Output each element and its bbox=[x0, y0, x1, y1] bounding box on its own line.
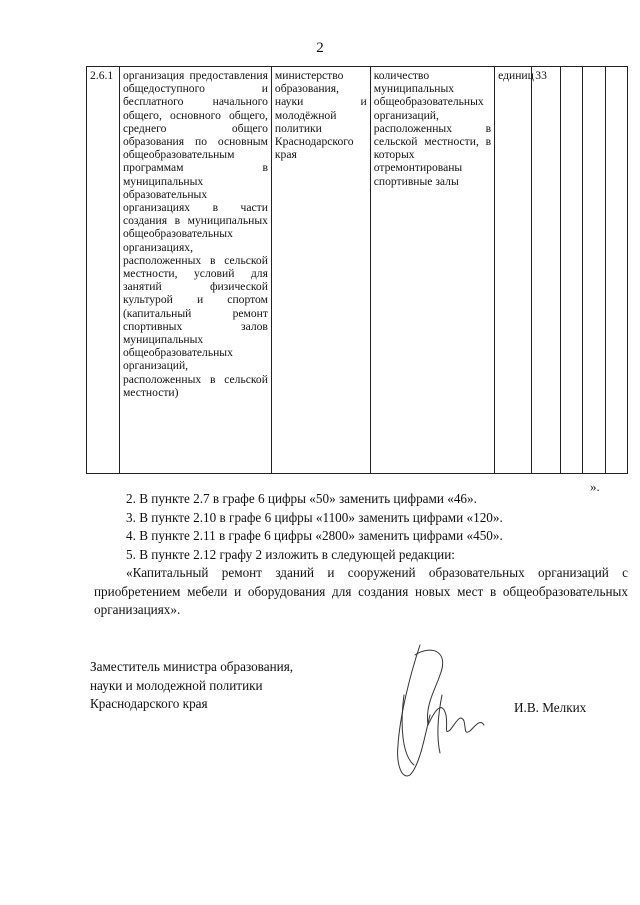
row-unit: единиц bbox=[495, 67, 532, 474]
row-description-text: организация предоставления общедоступного и бесплатного начального общего, основного общего, среднего общего образования по основным общеобразовательным программам в муниципальных образовательных организациях в части создания в муниципальных общеобразовательных организациях, расположенных в сельской местности, условий для занятий физической культурой и спортом (капитальный ремонт спортивных залов муниципальных общеобразовательных организаций, расположенных в сельской местности) bbox=[122, 69, 268, 399]
amendment-item: 3. В пункте 2.10 в графе 6 цифры «1100» заменить цифрами «120». bbox=[126, 509, 503, 525]
signatory-name: И.В. Мелких bbox=[514, 700, 587, 715]
amendment-item: 5. В пункте 2.12 графу 2 изложить в следующей редакции: bbox=[126, 546, 455, 562]
row-description bbox=[119, 67, 271, 474]
row-empty-cell bbox=[560, 67, 582, 474]
amendment-item: 2. В пункте 2.7 в графе 6 цифры «50» заменить цифрами «46». bbox=[126, 491, 477, 506]
program-table bbox=[86, 66, 628, 474]
row-empty-cell bbox=[605, 67, 627, 474]
row-executor: министерство образования, науки и молодёжной политики Краснодарского края bbox=[271, 67, 370, 474]
amendment-items bbox=[94, 490, 628, 620]
signatory-position-line: Заместитель министра образования, bbox=[90, 659, 294, 674]
amendment-item: 4. В пункте 2.11 в графе 6 цифры «2800» заменить цифрами «450». bbox=[126, 528, 503, 543]
page-number: 2 bbox=[316, 40, 324, 56]
table-row bbox=[87, 67, 628, 474]
row-number: 2.6.1 bbox=[87, 67, 120, 474]
amendment-quote: «Капитальный ремонт зданий и сооружений образовательных организаций с приобретением мебели и оборудования для создания новых мест в общеобразовательных организациях». bbox=[94, 565, 628, 617]
signatory-position-line: науки и молодежной политики bbox=[90, 677, 263, 693]
row-value: 33 bbox=[532, 67, 561, 474]
handwritten-signature bbox=[380, 635, 490, 785]
signatory-position-line: Краснодарского края bbox=[90, 696, 208, 711]
row-empty-cell bbox=[583, 67, 605, 474]
row-indicator: количество муниципальных общеобразовательных организаций, расположенных в сельской местности, в которых отремонтированы спортивные залы bbox=[370, 67, 494, 474]
table-closing-quote: ». bbox=[590, 479, 600, 494]
signatory-position bbox=[90, 658, 293, 714]
